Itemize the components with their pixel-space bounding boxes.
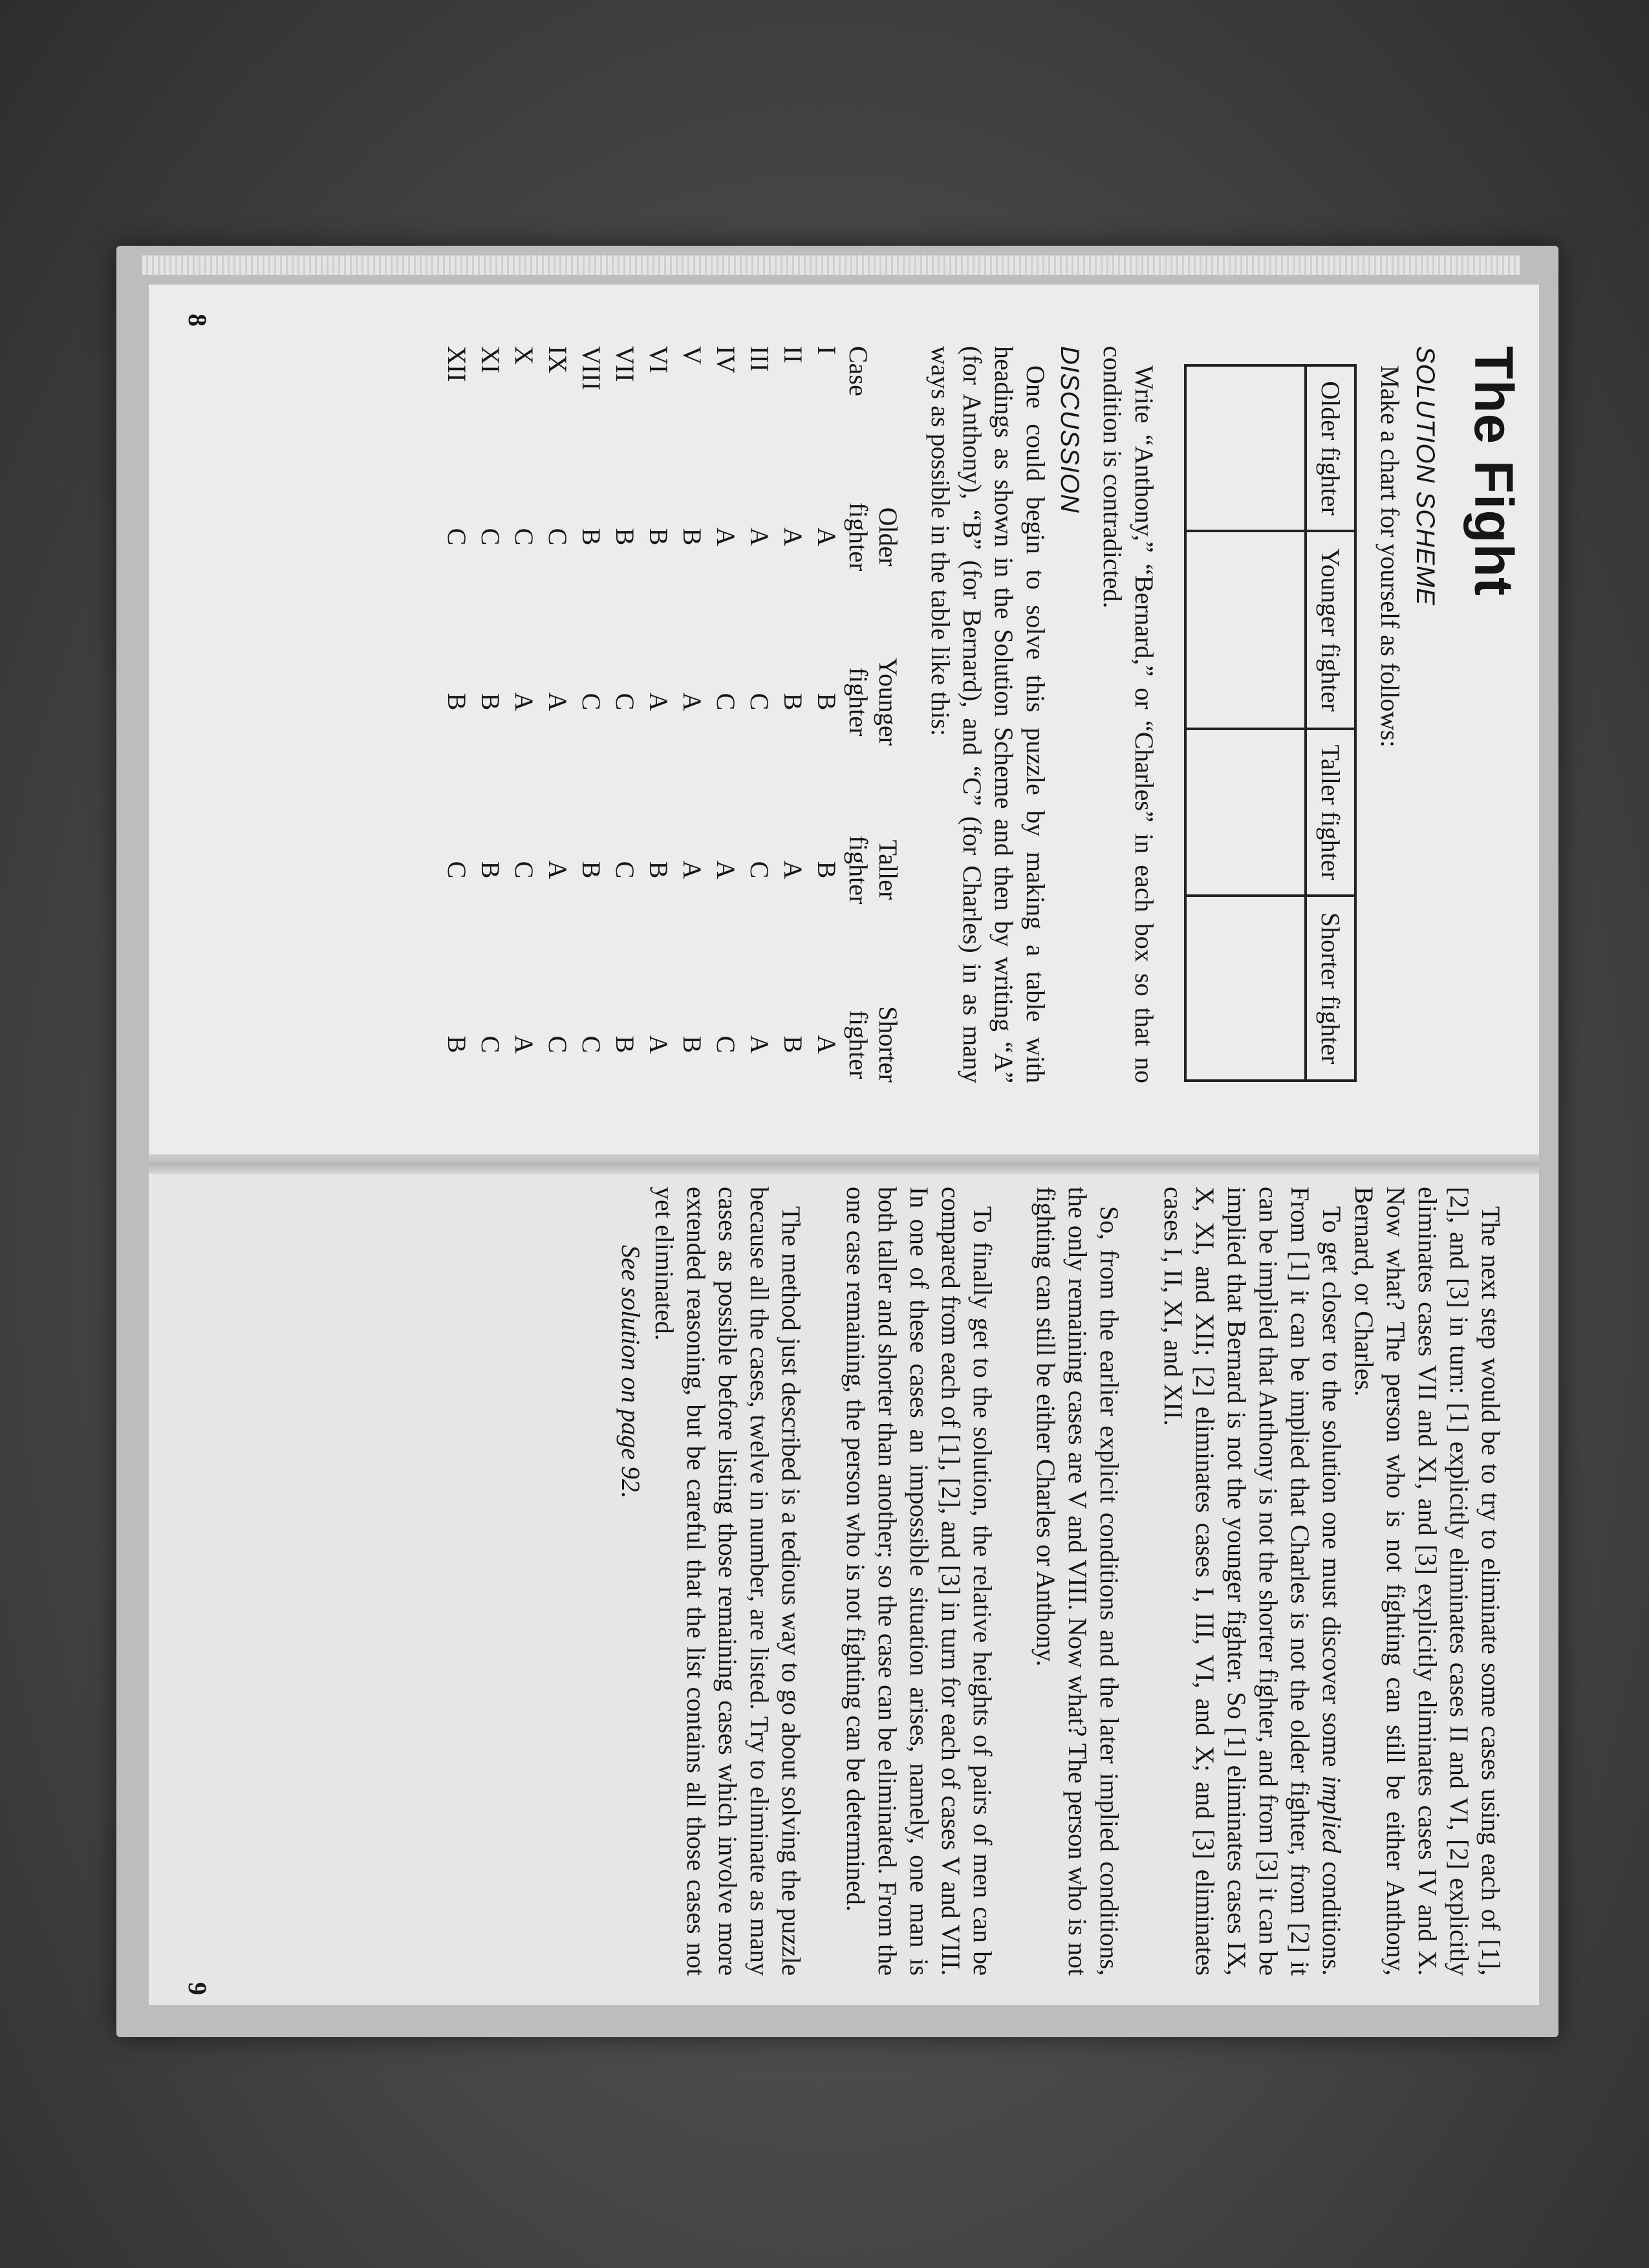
case-number-cell: VII bbox=[610, 346, 640, 382]
solution-chart bbox=[1184, 364, 1357, 1082]
taller-fighter-cell: C bbox=[745, 861, 774, 879]
paragraph-remaining-cases: So, from the earlier explicit conditions and the later implied conditions, the only remaining cases are V and VIII. Now what? The person who is not fighting can still be either Charles or Anthony. bbox=[1031, 1187, 1124, 1976]
taller-fighter-cell: B bbox=[812, 861, 841, 879]
shorter-fighter-cell: B bbox=[442, 1035, 471, 1053]
case-number-cell: X bbox=[510, 346, 539, 365]
older-fighter-cell: C bbox=[543, 528, 572, 546]
table-row bbox=[776, 346, 810, 1135]
case-number-cell: XII bbox=[442, 346, 471, 382]
discussion-heading: DISCUSSION bbox=[1055, 346, 1084, 513]
shorter-fighter-cell: A bbox=[644, 1035, 673, 1054]
header-younger: Younger fighter bbox=[844, 658, 903, 746]
taller-fighter-cell: B bbox=[577, 861, 606, 879]
table-row bbox=[675, 346, 709, 1135]
shorter-fighter-cell: C bbox=[711, 1035, 740, 1053]
taller-fighter-cell: A bbox=[678, 860, 707, 880]
older-fighter-cell: C bbox=[510, 528, 539, 546]
older-fighter-cell: A bbox=[779, 527, 808, 546]
chart-header-older: Older fighter bbox=[1306, 365, 1355, 531]
table-row bbox=[440, 346, 473, 1135]
younger-fighter-cell: C bbox=[745, 693, 774, 711]
chart-intro-text: Make a chart for yourself as follows: bbox=[1375, 365, 1405, 748]
case-number-cell: V bbox=[678, 346, 707, 365]
page-8 bbox=[155, 294, 1533, 1135]
taller-fighter-cell: B bbox=[644, 861, 673, 879]
shorter-fighter-cell: C bbox=[476, 1035, 505, 1053]
older-fighter-cell: B bbox=[644, 528, 673, 546]
chart-header-shorter: Shorter fighter bbox=[1306, 896, 1355, 1081]
shorter-fighter-cell: B bbox=[610, 1035, 640, 1053]
table-row bbox=[709, 346, 742, 1135]
younger-fighter-cell: B bbox=[812, 693, 841, 711]
case-number-cell: III bbox=[745, 346, 774, 372]
chart-empty-cell bbox=[1185, 365, 1306, 531]
younger-fighter-cell: B bbox=[779, 693, 808, 711]
older-fighter-cell: A bbox=[711, 527, 740, 546]
page-number: 9 bbox=[183, 1982, 212, 1995]
shorter-fighter-cell: B bbox=[678, 1035, 707, 1053]
shorter-fighter-cell: C bbox=[543, 1035, 572, 1053]
table-row bbox=[641, 346, 675, 1135]
chart-header-younger: Younger fighter bbox=[1306, 531, 1355, 729]
younger-fighter-cell: A bbox=[543, 692, 572, 711]
case-number-cell: II bbox=[779, 346, 808, 363]
shorter-fighter-cell: A bbox=[812, 1035, 841, 1054]
taller-fighter-cell: C bbox=[510, 861, 539, 879]
younger-fighter-cell: B bbox=[476, 693, 505, 711]
chart-empty-cell bbox=[1185, 531, 1306, 729]
case-number-cell: IV bbox=[711, 346, 740, 374]
header-older: Older fighter bbox=[844, 502, 903, 572]
case-number-cell: XI bbox=[476, 346, 505, 374]
taller-fighter-cell: A bbox=[543, 860, 572, 880]
table-row bbox=[574, 346, 608, 1135]
table-row bbox=[810, 346, 843, 1135]
shorter-fighter-cell: C bbox=[577, 1035, 606, 1053]
younger-fighter-cell: A bbox=[644, 692, 673, 711]
taller-fighter-cell: C bbox=[610, 861, 640, 879]
write-instructions: Write “Anthony,” “Bernard,” or “Charles” in each box so that no condition is contradicted. bbox=[1098, 346, 1159, 1083]
taller-fighter-cell: C bbox=[442, 861, 471, 879]
table-row bbox=[473, 346, 507, 1135]
paragraph-implied-conditions: To get closer to the solution one must discover some implied conditions. From [1] it can be implied that Charles is not the older fighter, from [2] it can be implied that Anthony is not the shorter fighter, and from [3] it can be implied that Bernard is not the younger fighter. So [1] eliminates cases IX, X, XI, and XII; [2] eliminates cases I, III, VI, and X; and [3] eliminates cases I, II, XI, and XII. bbox=[1159, 1187, 1346, 1976]
case-number-cell: VIII bbox=[577, 346, 606, 391]
page-9 bbox=[155, 1161, 1533, 2002]
case-number-cell: IX bbox=[543, 346, 572, 374]
header-case: Case bbox=[844, 346, 873, 396]
header-taller: Taller fighter bbox=[844, 835, 903, 905]
page-number: 8 bbox=[183, 314, 212, 327]
younger-fighter-cell: A bbox=[678, 692, 707, 711]
chart-empty-cell bbox=[1185, 729, 1306, 896]
case-number-cell: VI bbox=[644, 346, 673, 374]
discussion-paragraph: One could begin to solve this puzzle by making a table with headings as shown in the Solution Scheme and then by writing “A” (for Anthony), “B” (for Bernard), and “C” (for Charles) in as many ways as possible in the table like this: bbox=[926, 346, 1050, 1083]
see-solution-note: See solution on page 92. bbox=[616, 1245, 645, 1499]
younger-fighter-cell: A bbox=[510, 692, 539, 711]
chart-empty-cell bbox=[1185, 896, 1306, 1081]
table-row bbox=[608, 346, 641, 1135]
taller-fighter-cell: A bbox=[711, 860, 740, 880]
page-title: The Fight bbox=[1463, 346, 1524, 596]
taller-fighter-cell: B bbox=[476, 861, 505, 879]
cases-table bbox=[440, 346, 934, 1135]
paragraph-final-step: To finally get to the solution, the relative heights of pairs of men can be compared from each of [1], [2], and [3] in turn for each of cases V and VIII. In one of these cases an impossible situation arises, namely, one man is both taller and shorter than another; so the case can be eliminated. From the one case remaining, the person who is not fighting can be determined. bbox=[841, 1187, 997, 1976]
shorter-fighter-cell: B bbox=[779, 1035, 808, 1053]
page-edges bbox=[142, 255, 1520, 275]
younger-fighter-cell: C bbox=[711, 693, 740, 711]
cases-table-header bbox=[843, 346, 934, 1135]
solution-scheme-heading: SOLUTION SCHEME bbox=[1411, 346, 1439, 606]
younger-fighter-cell: B bbox=[442, 693, 471, 711]
shorter-fighter-cell: A bbox=[745, 1035, 774, 1054]
table-row bbox=[507, 346, 541, 1135]
paragraph-explicit-elimination: The next step would be to try to eliminate some cases using each of [1], [2], and [3] in turn: [1] explicitly eliminates cases II and VI, [2] explicitly eliminates cases VII and XI, and [3] explicitly eliminates cases IV and X. Now what? The person who is not fighting can still be either Anthony, Bernard, or Charles. bbox=[1350, 1187, 1505, 1976]
header-shorter: Shorter fighter bbox=[844, 1006, 903, 1083]
paragraph-method-note: The method just described is a tedious way to go about solving the puzzle because all the cases, twelve in number, are listed. Try to eliminate as many cases as possible before listing those remaining cases which involve more extended reasoning, but be careful that the list contains all those cases not yet eliminated. bbox=[650, 1187, 806, 1976]
book-spread bbox=[155, 294, 1533, 2002]
chart-header-taller: Taller fighter bbox=[1306, 729, 1355, 896]
older-fighter-cell: C bbox=[442, 528, 471, 546]
younger-fighter-cell: C bbox=[610, 693, 640, 711]
older-fighter-cell: B bbox=[678, 528, 707, 546]
table-row bbox=[742, 346, 776, 1135]
older-fighter-cell: A bbox=[745, 527, 774, 546]
older-fighter-cell: A bbox=[812, 527, 841, 546]
case-number-cell: I bbox=[812, 346, 841, 355]
older-fighter-cell: C bbox=[476, 528, 505, 546]
older-fighter-cell: B bbox=[577, 528, 606, 546]
table-row bbox=[541, 346, 574, 1135]
older-fighter-cell: B bbox=[610, 528, 640, 546]
shorter-fighter-cell: A bbox=[510, 1035, 539, 1054]
younger-fighter-cell: C bbox=[577, 693, 606, 711]
taller-fighter-cell: A bbox=[779, 860, 808, 880]
